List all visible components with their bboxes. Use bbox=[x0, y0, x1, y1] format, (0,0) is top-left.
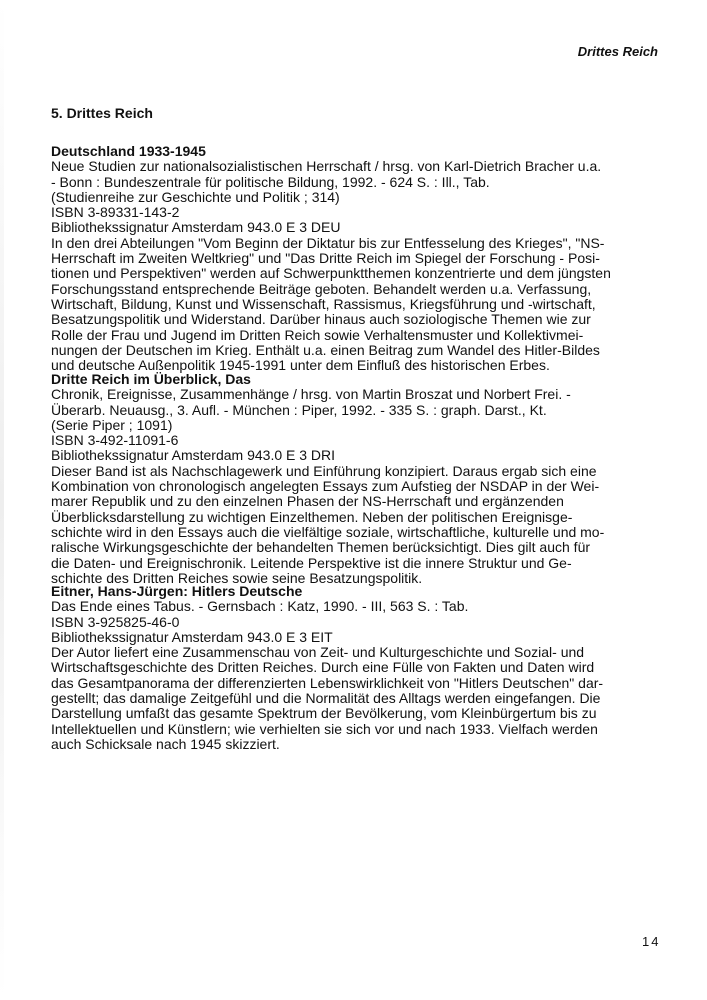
entry-line: nungen der Deutschen im Krieg. Enthält u.a. einen Beitrag zum Wandel des Hitler-Bildes bbox=[51, 341, 600, 358]
entry-line: tionen und Perspektiven" werden auf Schwerpunktthemen konzentrierte und dem jüngsten bbox=[51, 265, 611, 282]
entry-line: auch Schicksale nach 1945 skizziert. bbox=[51, 735, 280, 752]
entry-line: - Bonn : Bundeszentrale für politische Bildung, 1992. - 624 S. : Ill., Tab. bbox=[51, 173, 490, 190]
scan-edge bbox=[0, 0, 4, 1000]
entry-line: (Studienreihe zur Geschichte und Politik ; 314) bbox=[51, 188, 340, 205]
entry-line: schichte des Dritten Reiches sowie seine Besatzungspolitik. bbox=[51, 569, 423, 586]
entry-dritte-reich-im-ueberblick bbox=[51, 372, 604, 586]
entry-line: Bibliothekssignatur Amsterdam 943.0 E 3 DEU bbox=[51, 219, 341, 236]
entry-line: Rolle der Frau und Jugend im Dritten Reich sowie Verhaltensmuster und Kollektivmei- bbox=[51, 326, 584, 343]
entry-line: Bibliothekssignatur Amsterdam 943.0 E 3 DRI bbox=[51, 447, 336, 464]
entry-title: Deutschland 1933-1945 bbox=[51, 143, 206, 159]
entry-line: und deutsche Außenpolitik 1945-1991 unter dem Einfluß des historischen Erbes. bbox=[51, 357, 550, 374]
entry-line: gestellt; das damalige Zeitgefühl und die Normalität des Alltags werden eingefangen. Die bbox=[51, 690, 601, 707]
entry-line: ralische Wirkungsgeschichte der behandelten Themen berücksichtigt. Dies gilt auch für bbox=[51, 539, 591, 556]
entry-line: ISBN 3-925825-46-0 bbox=[51, 613, 180, 630]
entry-line: Neue Studien zur nationalsozialistischen Herrschaft / hrsg. von Karl-Dietrich Bracher u.a. bbox=[51, 158, 602, 175]
entry-line: Wirtschaft, Bildung, Kunst und Wissenschaft, Rassismus, Kriegsführung und -wirtschaft, bbox=[51, 295, 596, 312]
entry-line: Bibliothekssignatur Amsterdam 943.0 E 3 EIT bbox=[51, 628, 333, 645]
entry-line: Überarb. Neuausg., 3. Aufl. - München : Piper, 1992. - 335 S. : graph. Darst., Kt. bbox=[51, 401, 547, 418]
entry-line: Forschungsstand entsprechende Beiträge geboten. Behandelt werden u.a. Verfassung, bbox=[51, 280, 592, 297]
entry-line: ISBN 3-492-11091-6 bbox=[51, 432, 179, 449]
entry-line: marer Republik und zu den einzelnen Phasen der NS-Herrschaft und ergänzenden bbox=[51, 493, 564, 510]
entry-line: Überblicksdarstellung zu wichtigen Einzelthemen. Neben der politischen Ereignisge- bbox=[51, 508, 573, 525]
entry-line: schichte wird in den Essays auch die vielfältige soziale, wirtschaftliche, kulturelle und mo- bbox=[51, 523, 605, 540]
entry-line: Der Autor liefert eine Zusammenschau von Zeit- und Kulturgeschichte und Sozial- und bbox=[51, 644, 585, 661]
entry-line: Dieser Band ist als Nachschlagewerk und Einführung konzipiert. Daraus ergab sich eine bbox=[51, 462, 597, 479]
entry-line: das Gesamtpanorama der differenzierten Lebenswirklichkeit von "Hitlers Deutschen" dar- bbox=[51, 674, 604, 691]
entry-line: Intellektuellen und Künstlern; wie verhielten sie sich vor und nach 1933. Vielfach werden bbox=[51, 720, 598, 737]
running-header: Drittes Reich bbox=[577, 44, 658, 59]
entry-title: Eitner, Hans-Jürgen: Hitlers Deutsche bbox=[51, 583, 303, 599]
entry-line: Herrschaft im Zweiten Weltkrieg" und "Das Dritte Reich im Spiegel der Forschung - Posi- bbox=[51, 250, 600, 267]
entry-line: Besatzungspolitik und Widerstand. Darüber hinaus auch soziologische Themen wie zur bbox=[51, 311, 591, 328]
entry-title: Dritte Reich im Überblick, Das bbox=[51, 371, 251, 387]
entry-deutschland-1933-1945 bbox=[51, 144, 611, 373]
entry-line: Darstellung umfaßt das gesamte Spektrum der Bevölkerung, vom Kleinbürgertum bis zu bbox=[51, 705, 597, 722]
entry-line: Wirtschaftsgeschichte des Dritten Reiches. Durch eine Fülle von Fakten und Daten wird bbox=[51, 659, 595, 676]
entry-line: In den drei Abteilungen "Vom Beginn der Diktatur bis zur Entfesselung des Krieges", "NS- bbox=[51, 234, 605, 251]
entry-line: Kombination von chronologisch angelegten Essays zum Aufstieg der NSDAP in der Wei- bbox=[51, 478, 600, 495]
entry-line: (Serie Piper ; 1091) bbox=[51, 416, 173, 433]
entry-line: Das Ende eines Tabus. - Gernsbach : Katz, 1990. - III, 563 S. : Tab. bbox=[51, 598, 469, 615]
page-number: 14 bbox=[642, 934, 661, 949]
entry-line: ISBN 3-89331-143-2 bbox=[51, 204, 180, 221]
entry-eitner-hitlers-deutsche bbox=[51, 584, 603, 752]
chapter-title: 5. Drittes Reich bbox=[51, 105, 153, 121]
entry-line: die Daten- und Ereignischronik. Leitende Perspektive ist die innere Struktur und Ge- bbox=[51, 554, 572, 571]
entry-line: Chronik, Ereignisse, Zusammenhänge / hrsg. von Martin Broszat und Norbert Frei. - bbox=[51, 386, 571, 403]
